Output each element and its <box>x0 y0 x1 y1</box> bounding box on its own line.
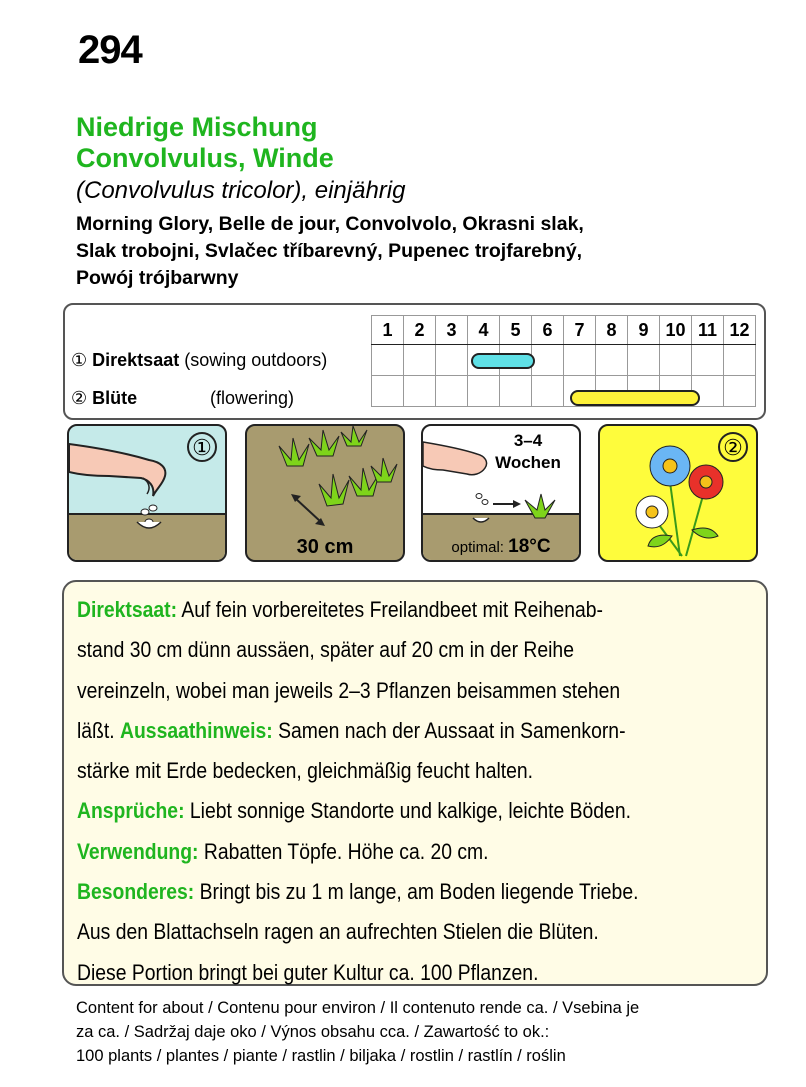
hand-sowing-icon <box>69 426 227 562</box>
sowing-period-bar <box>471 353 535 369</box>
germination-weeks: 3–4 <box>513 431 543 450</box>
keyword-aussaathinweis: Aussaathinweis: <box>120 717 273 743</box>
month-header: 6 <box>532 316 564 345</box>
title-line-2: Convolvulus, Winde <box>76 143 334 173</box>
keyword-verwendung: Verwendung: <box>77 838 199 864</box>
text-line: Liebt sonnige Standorte und kalkige, leichte Böden. <box>184 798 631 824</box>
month-header: 9 <box>628 316 660 345</box>
common-names-line: Slak trobojni, Svlačec tříbarevný, Pupenec trojfarebný, <box>76 240 583 262</box>
row-translation: (sowing outdoors) <box>184 350 328 370</box>
text-line: stand 30 cm dünn aussäen, später auf 20 cm in der Reihe <box>77 637 574 663</box>
footer-line: za ca. / Sadržaj daje oko / Výnos obsahu cca. / Zawartość to ok.: <box>76 1023 550 1041</box>
sowing-calendar <box>63 303 766 420</box>
flowering-period-bar <box>570 390 700 406</box>
row-spacing-label: 30 cm <box>296 536 354 558</box>
text-line: stärke mit Erde bedecken, gleichmäßig feucht halten. <box>77 758 534 784</box>
month-header: 8 <box>596 316 628 345</box>
text-line: Samen nach der Aussaat in Samenkorn- <box>272 717 626 743</box>
keyword-ansprueche: Ansprüche: <box>77 798 185 824</box>
row-label: Blüte <box>92 388 138 408</box>
month-header: 3 <box>436 316 468 345</box>
product-number: 294 <box>78 28 142 72</box>
common-names-line: Morning Glory, Belle de jour, Convolvolo, Okrasni slak, <box>76 213 584 235</box>
calendar-row-flowering <box>71 388 295 409</box>
text-line: Rabatten Töpfe. Höhe ca. 20 cm. <box>198 838 489 864</box>
latin-name: (Convolvulus tricolor), einjährig <box>76 177 406 204</box>
temperature-value: 18°C <box>508 536 551 557</box>
panel-sowing <box>67 424 227 562</box>
optimal-label: optimal: <box>451 539 504 556</box>
marker-1-icon: ① <box>187 432 217 462</box>
optimal-temperature <box>423 536 579 558</box>
keyword-direktsaat: Direktsaat: <box>77 597 178 622</box>
instructions-box <box>62 580 768 986</box>
month-header: 11 <box>692 316 724 345</box>
text-line: vereinzeln, wobei man jeweils 2–3 Pflanzen beisammen stehen <box>77 677 621 703</box>
calendar-row-sowing <box>71 350 327 371</box>
row-label: Direktsaat <box>92 350 180 370</box>
month-header: 12 <box>724 316 756 345</box>
text-line: Aus den Blattachseln ragen an aufrechten Stielen die Blüten. <box>77 919 599 945</box>
germination-time <box>483 430 573 474</box>
marker-1: ① <box>71 350 88 370</box>
footer-line: 100 plants / plantes / piante / rastlin / biljaka / rostlin / rastlín / roślin <box>76 1047 566 1065</box>
common-names <box>76 211 776 292</box>
month-header: 7 <box>564 316 596 345</box>
month-header: 1 <box>372 316 404 345</box>
keyword-besonderes: Besonderes: <box>77 879 195 905</box>
germination-weeks-unit: Wochen <box>495 453 561 472</box>
title-line-1: Niedrige Mischung <box>76 112 318 142</box>
text-line: läßt. <box>77 717 121 743</box>
text-line: Auf fein vorbereitetes Freilandbeet mit Reihenab- <box>177 597 603 622</box>
text-line: Diese Portion bringt bei guter Kultur ca. 100 Pflanzen. <box>77 959 539 985</box>
row-translation: (flowering) <box>210 388 295 408</box>
panel-spacing <box>245 424 405 562</box>
content-footer <box>76 996 796 1068</box>
flowers-icon <box>600 426 758 562</box>
marker-2: ② <box>71 388 88 408</box>
common-names-line: Powój trójbarwny <box>76 267 239 289</box>
instructions-text <box>77 590 670 993</box>
marker-2-icon: ② <box>718 432 748 462</box>
panel-germination <box>421 424 581 562</box>
month-header: 10 <box>660 316 692 345</box>
month-header: 5 <box>500 316 532 345</box>
footer-line: Content for about / Contenu pour environ / Il contenuto rende ca. / Vsebina je <box>76 999 640 1017</box>
month-header: 2 <box>404 316 436 345</box>
month-header: 4 <box>468 316 500 345</box>
text-line: Bringt bis zu 1 m lange, am Boden liegende Triebe. <box>194 879 639 905</box>
panel-flowering <box>598 424 758 562</box>
